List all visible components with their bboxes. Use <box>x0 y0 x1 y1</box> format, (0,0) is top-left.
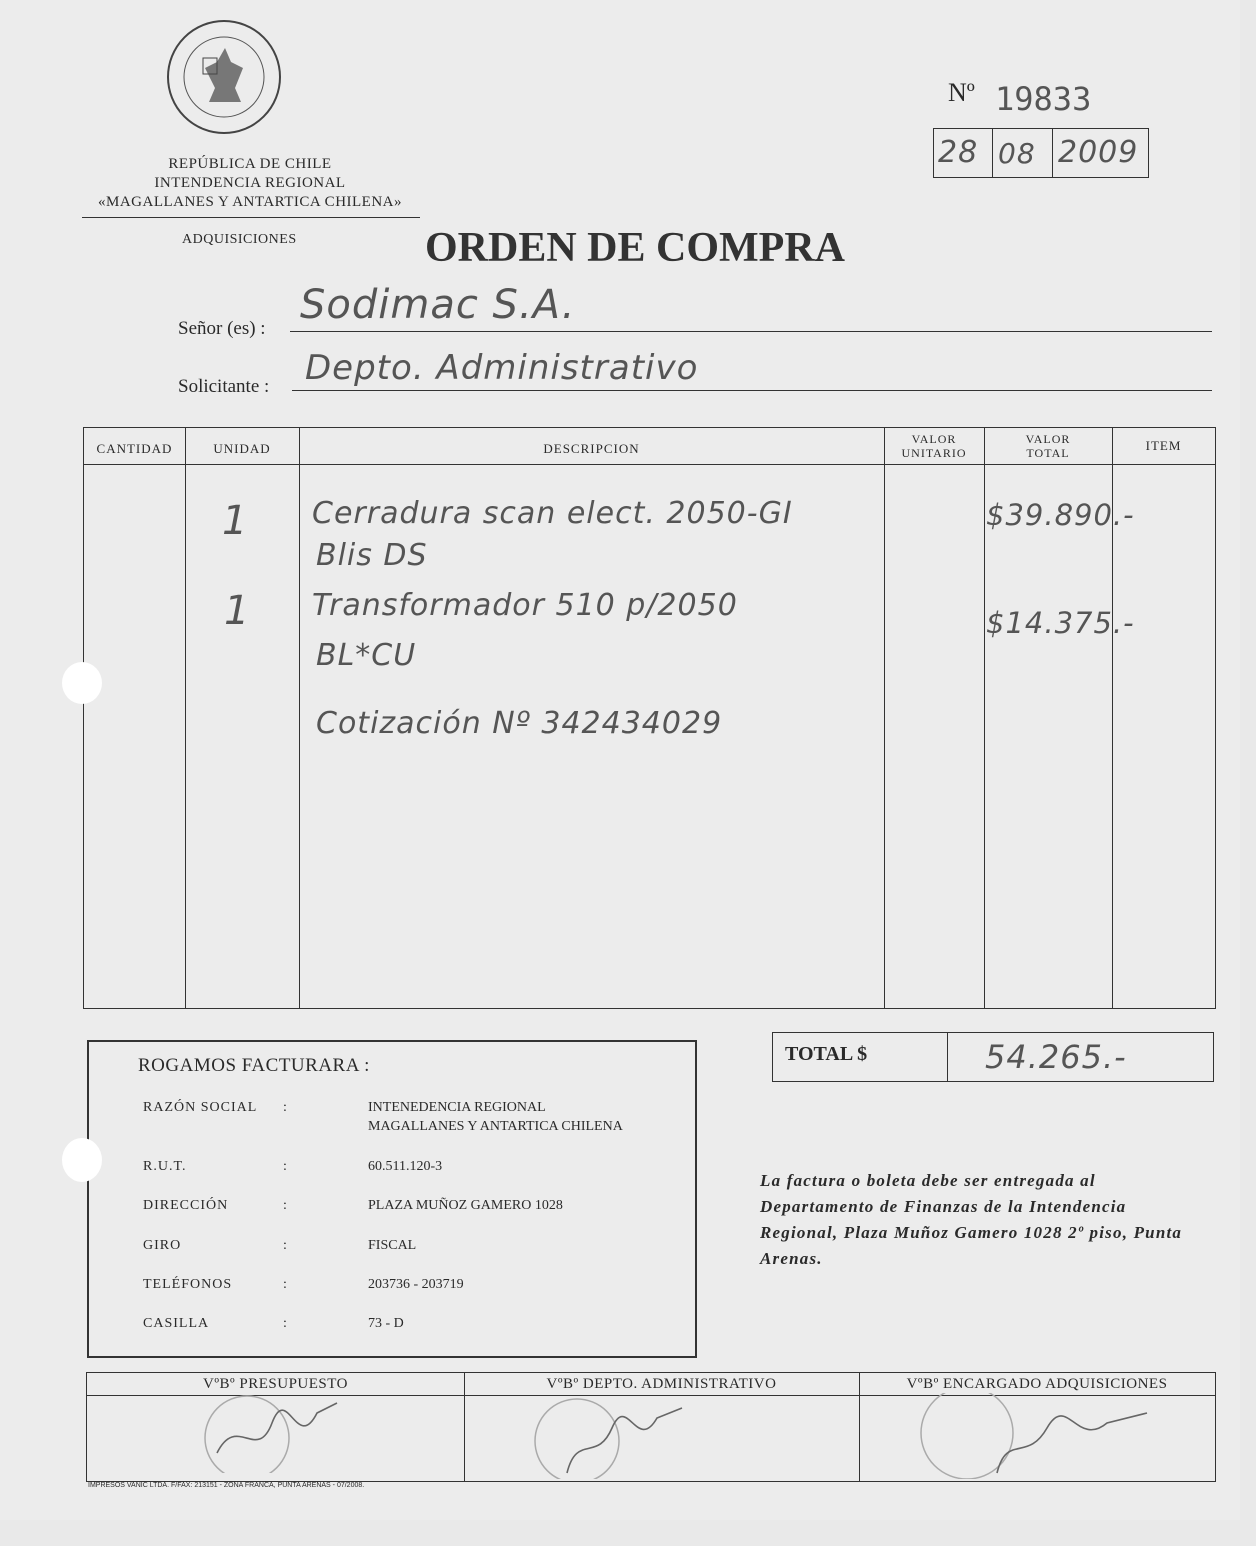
col-cantidad: CANTIDAD <box>96 441 173 456</box>
header-line-3: «MAGALLANES Y ANTARTICA CHILENA» <box>97 194 403 210</box>
billing-label-direccion: DIRECCIÓN <box>143 1198 229 1213</box>
header-line-1: REPÚBLICA DE CHILE <box>168 156 332 172</box>
row1-desc-line1: Cerradura scan elect. 2050-GI <box>312 496 793 531</box>
row2-total: $14.375.- <box>986 606 1135 640</box>
row1-desc-line2: Blis DS <box>316 538 428 573</box>
total-label: TOTAL $ <box>785 1043 868 1065</box>
billing-colon: : <box>283 1238 288 1253</box>
col-descripcion: DESCRIPCION <box>543 441 640 456</box>
senor-value: Sodimac S.A. <box>300 282 576 328</box>
billing-title: ROGAMOS FACTURARA : <box>138 1055 370 1076</box>
billing-colon: : <box>283 1198 288 1213</box>
row2-desc-line1: Transformador 510 p/2050 <box>312 588 738 623</box>
approval-depto: VºBº DEPTO. ADMINISTRATIVO <box>546 1376 777 1392</box>
punch-hole <box>62 662 102 704</box>
billing-colon: : <box>283 1159 288 1174</box>
col-valor-unitario-1: VALOR <box>911 432 957 446</box>
printer-credit: IMPRESOS VANIC LTDA. F/FAX: 213151 - ZONA FRANCA, PUNTA ARENAS - 07/2008. <box>88 1482 365 1489</box>
billing-value-razon: INTENEDENCIA REGIONAL <box>368 1100 546 1115</box>
solicitante-label: Solicitante : <box>178 376 270 397</box>
approval-encargado: VºBº ENCARGADO ADQUISICIONES <box>906 1376 1168 1392</box>
billing-value-razon-2: MAGALLANES Y ANTARTICA CHILENA <box>368 1119 623 1134</box>
billing-label-telefonos: TELÉFONOS <box>143 1277 233 1292</box>
senor-label: Señor (es) : <box>178 318 266 339</box>
items-table <box>83 427 1216 1009</box>
date-day: 28 <box>938 135 979 170</box>
billing-colon: : <box>283 1316 288 1331</box>
signature-encargado-icon <box>877 1393 1177 1479</box>
solicitante-line <box>292 390 1212 391</box>
billing-label-razon: RAZÓN SOCIAL <box>143 1100 258 1115</box>
number-label: Nº <box>948 78 975 107</box>
signature-presupuesto-icon <box>177 1393 357 1473</box>
date-box <box>933 128 1149 178</box>
regional-seal-icon <box>165 18 283 136</box>
senor-line <box>290 331 1212 332</box>
row1-cantidad: 1 <box>222 498 249 544</box>
row1-total: $39.890.- <box>986 498 1135 532</box>
solicitante-value: Depto. Administrativo <box>305 348 699 388</box>
billing-value-giro: FISCAL <box>368 1238 417 1253</box>
billing-label-giro: GIRO <box>143 1238 182 1253</box>
cotizacion-note: Cotización Nº 342434029 <box>316 706 723 741</box>
date-year: 2009 <box>1058 135 1139 170</box>
department-label: ADQUISICIONES <box>182 232 297 247</box>
punch-hole <box>62 1138 102 1182</box>
col-item: ITEM <box>1145 438 1182 453</box>
total-box <box>772 1032 1214 1082</box>
approvals-table <box>86 1372 1216 1482</box>
billing-colon: : <box>283 1277 288 1292</box>
approval-presupuesto: VºBº PRESUPUESTO <box>203 1376 348 1392</box>
order-number: 19833 <box>995 80 1092 118</box>
billing-value-telefonos: 203736 - 203719 <box>368 1277 464 1292</box>
document-title: ORDEN DE COMPRA <box>425 225 845 271</box>
billing-label-rut: R.U.T. <box>143 1159 187 1174</box>
header-divider <box>82 217 420 218</box>
row2-desc-line2: BL*CU <box>316 638 417 673</box>
col-valor-unitario-2: UNITARIO <box>901 446 967 460</box>
delivery-note: La factura o boleta debe ser entregada al Departamento de Finanzas de la Intendencia Regional, Plaza Muñoz Gamero 1028 2º piso, Punta Arenas. <box>760 1171 1183 1268</box>
col-unidad: UNIDAD <box>213 441 271 456</box>
header-line-2: INTENDENCIA REGIONAL <box>154 175 346 191</box>
date-month: 08 <box>998 137 1036 170</box>
total-value: 54.265.- <box>985 1038 1127 1076</box>
signature-depto-icon <box>507 1393 707 1479</box>
billing-value-rut: 60.511.120-3 <box>368 1159 443 1174</box>
billing-value-direccion: PLAZA MUÑOZ GAMERO 1028 <box>368 1198 563 1213</box>
col-valor-total-2: TOTAL <box>1026 446 1070 460</box>
col-valor-total-1: VALOR <box>1025 432 1071 446</box>
billing-colon: : <box>283 1100 288 1115</box>
row2-cantidad: 1 <box>224 588 251 634</box>
billing-value-casilla: 73 - D <box>368 1316 404 1331</box>
billing-label-casilla: CASILLA <box>143 1316 210 1331</box>
